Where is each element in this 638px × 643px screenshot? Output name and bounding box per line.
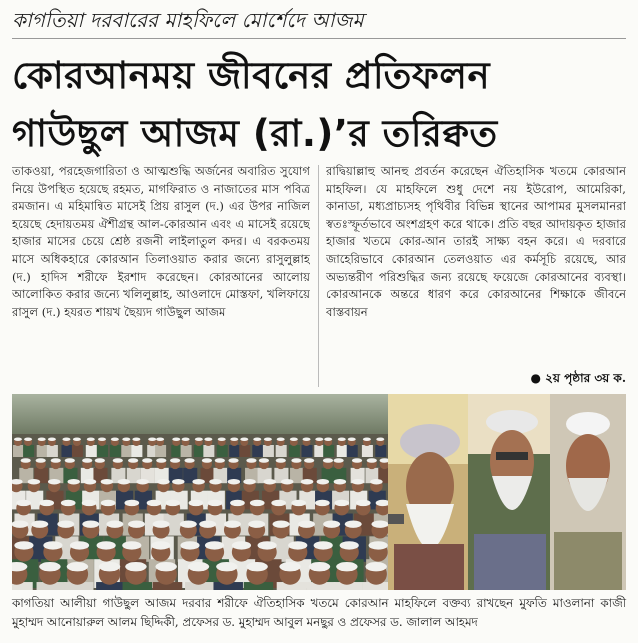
headline-line-2: গাউছুল আজম (রা.)’র তরিক্বত bbox=[12, 112, 498, 155]
kicker-line: কাগতিয়া দরবারের মাহফিলে মোর্শেদে আজম bbox=[12, 8, 364, 32]
speaker-portrait-1 bbox=[388, 394, 468, 590]
photo-caption: কাগতিয়া আলীয়া গাউছুল আজম দরবার শরীফে ঐতিহাসিক খতমে কোরআন মাহফিলে বক্তব্য রাখছেন মুফতি মাওলানা কাজী মুহাম্মদ আনোয়ারুল আলম ছিদ্দিকী, প্রফেসর ড. মুহাম্মদ আবুল মনছুর ও প্রফেসর ড. জালাল আহমদ bbox=[12, 596, 626, 629]
article-column-right: রাদ্বিয়াল্লাহু আনহু প্রবর্তন করেছেন ঐতিহাসিক খতমে কোরআন মাহফিল। যে মাহফিলে শুধু দেশে নয় ইউরোপ, আমেরিকা, কানাডা, মধ্যপ্রাচ্যসহ পৃথিবীর বিভিন্ন স্থানের আপামর মুসলমানরা স্বতঃস্ফূর্তভাবে অংশগ্রহণ করে থাকে। প্রতি বছর আদায়কৃত হাজার হাজার খতমে কোর-আন তারই সাক্ষ্য বহন করে। এ দরবারে জাহেরিভাবে কোরআন তেলওয়াত এর কর্মসূচি রয়েছে, আর অভ্যন্তরীণ পরিশুদ্ধির জন্য রয়েছে ফয়েজে কোরআনের ব্যবস্থা। কোরআনকে অন্তরে ধারণ করে কোরআনের শিক্ষাকে জীবনে বাস্তবায়ন bbox=[326, 164, 626, 319]
continuation-note: ● ২য় পৃষ্ঠার ৩য় ক. bbox=[530, 371, 626, 385]
speaker-portrait-3 bbox=[550, 394, 626, 590]
speaker-portrait-2 bbox=[468, 394, 550, 590]
kicker-rule bbox=[12, 38, 626, 39]
article-column-left: তাকওয়া, পরহেজগারিতা ও আত্মশুদ্ধি অর্জনের অবারিত সুযোগ নিয়ে উপস্থিত হয়েছে রহমত, মাগফিরাত ও নাজাতের মাস পবিত্র রমজান। এ মহিমান্বিত মাসেই প্রিয় রাসুল (দ.) এর উপর নাজিল হয়েছে হেদায়তময় ঐশীগ্রন্থ আল-কোরআন এবং এ মাসেই রয়েছে হাজার মাসের চেয়ে শ্রেষ্ঠ রজনী লাইলাতুল কদর। এ বরকতময় মাসে অধিকহারে কোরআন তিলাওয়াত করার জন্যে রাসুলুল্লাহ (দ.) হাদিস শরীফে ইরশাদ করেছেন। কোরআনের আলোয় আলোকিত করার জন্যে খলিলুল্লাহ, আওলাদে মোস্তফা, খলিফায়ে রাসুল (দ.) হযরত শায়খ ছৈয়্যদ গাউছুল আজম bbox=[12, 164, 310, 319]
column-divider bbox=[318, 165, 319, 387]
headline-line-1: কোরআনময় জীবনের প্রতিফলন bbox=[12, 54, 491, 97]
crowd-photo bbox=[12, 394, 388, 590]
photo-strip bbox=[12, 394, 626, 590]
